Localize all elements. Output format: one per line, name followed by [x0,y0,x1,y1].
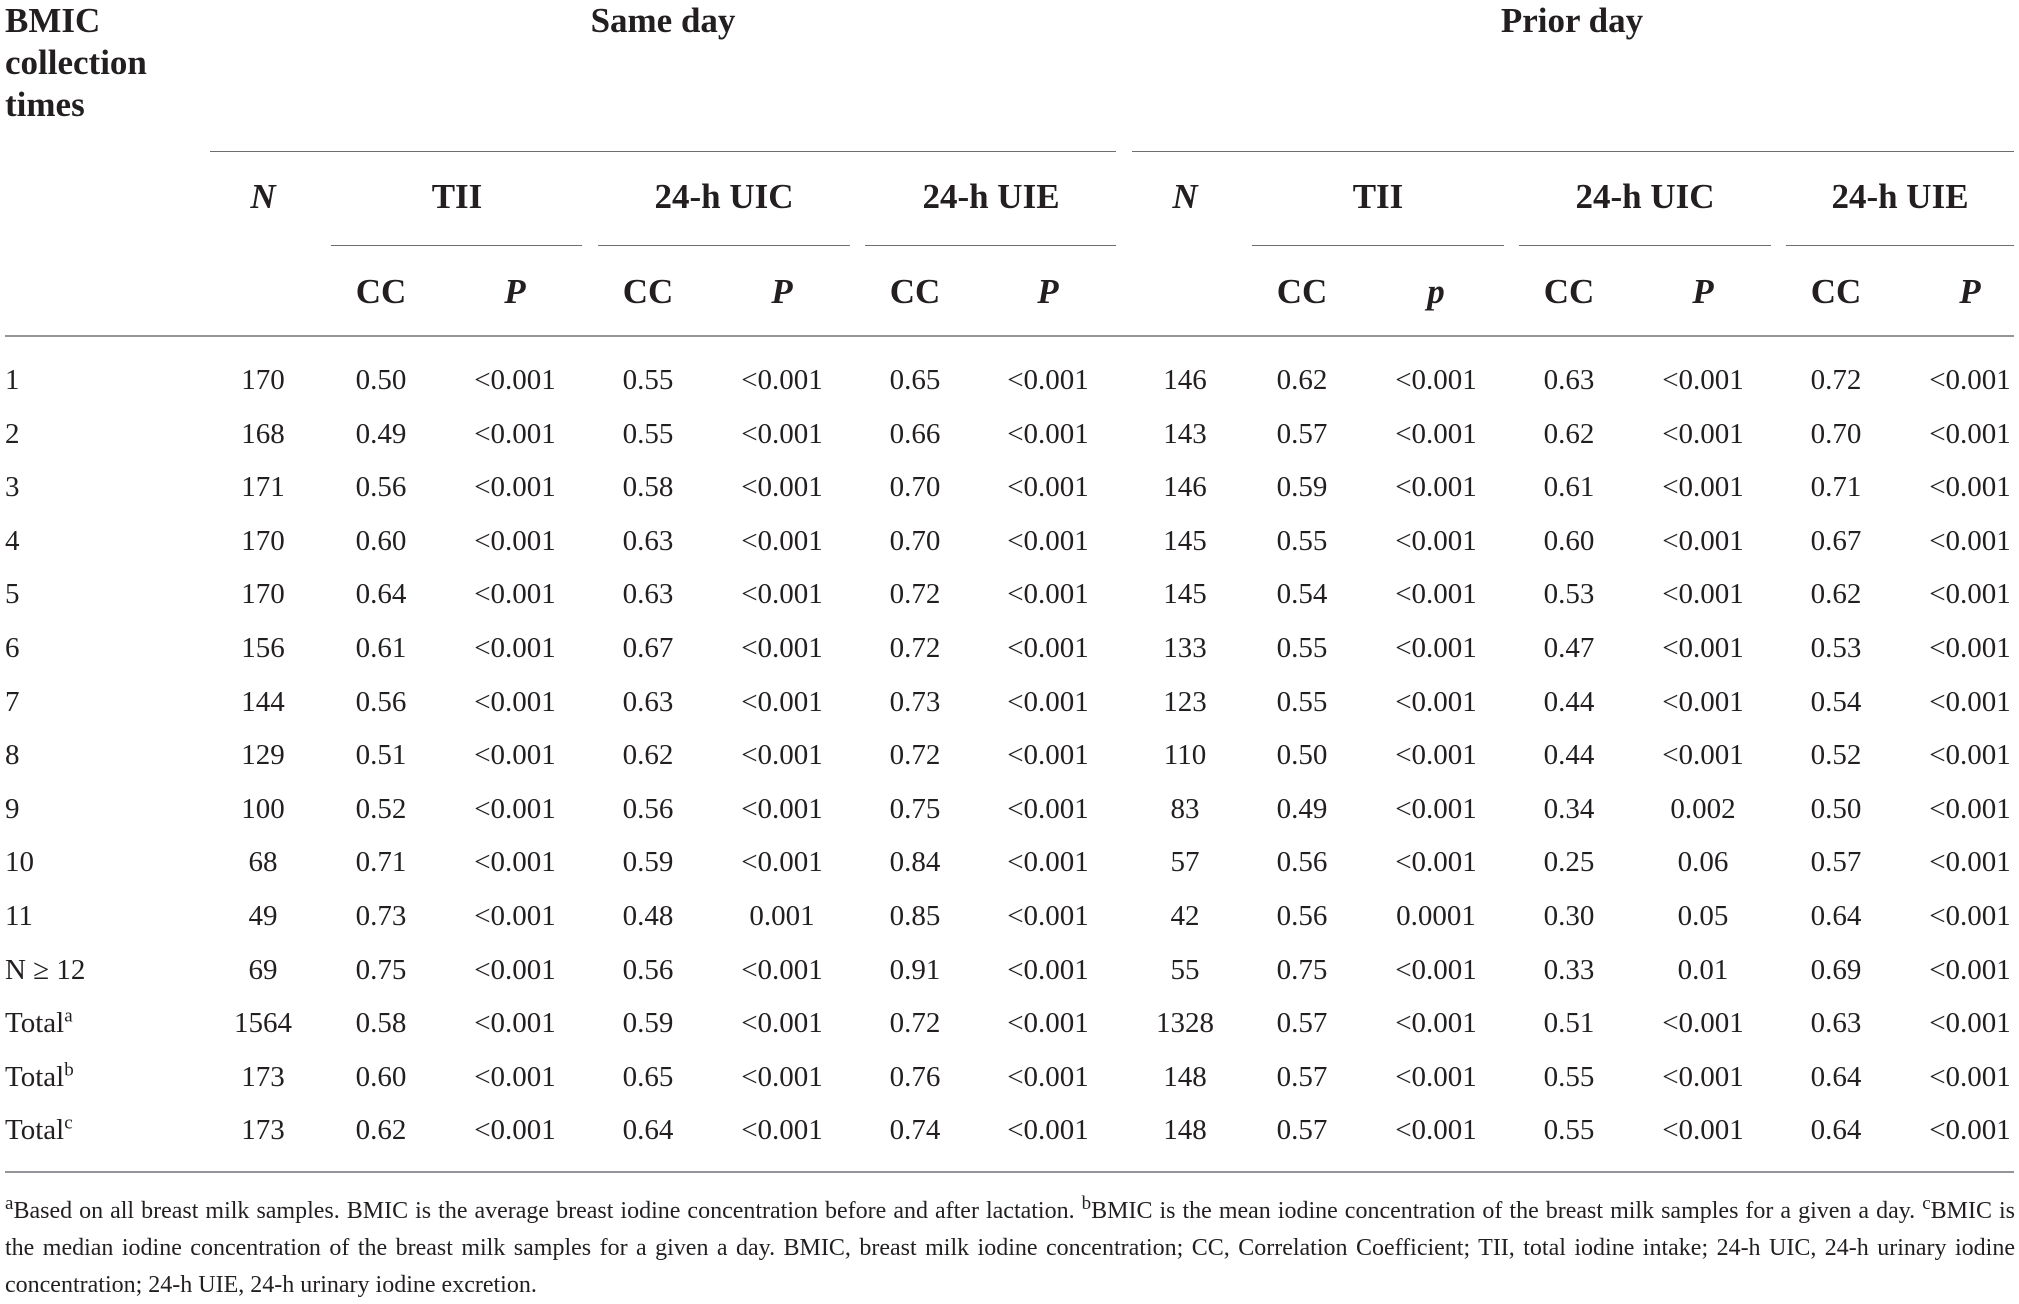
table-cell: 168 [241,418,285,450]
group-header-same-day: Same day [590,1,736,40]
table-cell: <0.001 [474,900,556,932]
table-cell: 148 [1163,1061,1207,1093]
table-cell: 0.72 [889,632,941,664]
uie-rule-prior [1786,245,2014,246]
table-cell: 68 [248,846,278,878]
table-cell: <0.001 [1395,525,1477,557]
table-cell: 0.53 [1543,578,1595,610]
table-cell: 0.44 [1543,686,1595,718]
table-cell: 0.59 [622,1007,674,1039]
table-cell: <0.001 [741,632,823,664]
row-label-text: Total [5,1114,65,1146]
table-cell: 0.64 [622,1114,674,1146]
table-cell: 0.75 [1276,954,1328,986]
table-cell: <0.001 [1007,686,1089,718]
table-cell: 0.55 [1276,686,1328,718]
table-cell: <0.001 [1007,632,1089,664]
table-cell: 0.85 [889,900,941,932]
table-cell: 171 [241,471,285,503]
table-cell: 156 [241,632,285,664]
table-cell: <0.001 [1929,1007,2011,1039]
table-cell: 0.60 [355,525,407,557]
table-cell: 0.57 [1276,1114,1328,1146]
stat-header-prior-cc-2: CC [1810,272,1862,311]
stat-header-prior-p-1: P [1692,272,1714,311]
row-label [5,630,20,666]
row-label [5,952,85,988]
table-cell: 42 [1170,900,1200,932]
row-label-text: 9 [5,793,20,825]
table-cell: <0.001 [1662,1114,1744,1146]
table-cell: <0.001 [474,471,556,503]
table-cell: 0.57 [1276,418,1328,450]
table-cell: 0.62 [1276,364,1328,396]
table-cell: 0.74 [889,1114,941,1146]
table-cell: 0.49 [355,418,407,450]
table-cell: 0.63 [622,525,674,557]
table-cell: 0.30 [1543,900,1595,932]
table-cell: <0.001 [1662,578,1744,610]
table-cell: 55 [1170,954,1200,986]
header-bottom-rule [5,335,2014,337]
table-cell: <0.001 [474,686,556,718]
table-cell: <0.001 [1662,418,1744,450]
table-cell: 0.65 [889,364,941,396]
table-cell: 0.58 [622,471,674,503]
row-label [5,684,20,720]
stat-header-same-p-2: P [1037,272,1059,311]
prior-day-uie-header: 24-h UIE [1831,177,1969,216]
table-cell: 0.25 [1543,846,1595,878]
table-cell: 0.55 [622,364,674,396]
table-cell: 0.71 [355,846,407,878]
table-cell: 0.64 [1810,1114,1862,1146]
table-cell: 148 [1163,1114,1207,1146]
same-day-rule [210,151,1116,152]
table-cell: <0.001 [474,418,556,450]
table-cell: 0.63 [1810,1007,1862,1039]
row-label-text: N ≥ 12 [5,954,86,986]
table-cell: <0.001 [1395,954,1477,986]
table-cell: 133 [1163,632,1207,664]
table-cell: 0.55 [1543,1061,1595,1093]
table-cell: <0.001 [1007,954,1089,986]
table-cell: 0.62 [1810,578,1862,610]
table-cell: <0.001 [741,739,823,771]
table-cell: <0.001 [741,1114,823,1146]
table-cell: 0.70 [1810,418,1862,450]
row-label-text: 5 [5,578,20,610]
table-cell: <0.001 [1007,1114,1089,1146]
table-cell: 0.72 [889,578,941,610]
table-cell: <0.001 [474,954,556,986]
row-label-text: 2 [5,418,20,450]
table-cell: <0.001 [1662,1007,1744,1039]
table-cell: <0.001 [1395,418,1477,450]
table-cell: 0.54 [1276,578,1328,610]
table-cell: <0.001 [1395,364,1477,396]
row-label-text: 8 [5,739,20,771]
table-cell: <0.001 [474,525,556,557]
table-cell: 123 [1163,686,1207,718]
table-cell: <0.001 [1395,739,1477,771]
row-label-superscript: c [64,1112,73,1134]
table-cell: <0.001 [1929,954,2011,986]
stat-header-prior-p-0: p [1427,272,1445,311]
table-cell: <0.001 [1395,471,1477,503]
table-cell: 0.63 [622,578,674,610]
footnote-b-text: BMIC is the mean iodine concentration of the breast milk samples for a given a day. [1091,1198,1923,1224]
row-label-text: Total [5,1007,65,1039]
table-cell: 100 [241,793,285,825]
table-cell: <0.001 [1007,418,1089,450]
table-cell: 0.72 [889,739,941,771]
table-cell: 0.72 [889,1007,941,1039]
table-cell: <0.001 [741,1061,823,1093]
table-cell: <0.001 [1929,686,2011,718]
table-cell: 0.61 [1543,471,1595,503]
table-cell: <0.001 [741,793,823,825]
table-cell: <0.001 [1007,525,1089,557]
table-cell: 0.56 [355,471,407,503]
table-cell: 0.50 [1276,739,1328,771]
table-cell: <0.001 [741,471,823,503]
table-cell: 0.49 [1276,793,1328,825]
table-cell: <0.001 [1395,632,1477,664]
table-cell: <0.001 [474,578,556,610]
table-cell: 69 [248,954,278,986]
table-cell: 0.60 [355,1061,407,1093]
table-cell: 0.55 [1543,1114,1595,1146]
table-cell: 0.75 [355,954,407,986]
table-cell: 1328 [1156,1007,1214,1039]
table-cell: 0.52 [355,793,407,825]
table-cell: <0.001 [1662,364,1744,396]
table-cell: 0.57 [1276,1061,1328,1093]
table-cell: 0.55 [622,418,674,450]
table-cell: 146 [1163,471,1207,503]
tii-rule-prior [1252,245,1504,246]
table-cell: <0.001 [1007,739,1089,771]
row-label [5,416,20,452]
table-cell: 170 [241,525,285,557]
table-cell: <0.001 [1662,739,1744,771]
row-label [5,1059,74,1095]
table-cell: <0.001 [1007,471,1089,503]
stat-header-prior-p-2: P [1959,272,1981,311]
table-cell: <0.001 [741,364,823,396]
table-cell: 0.84 [889,846,941,878]
table-cell: <0.001 [1929,418,2011,450]
table-cell: <0.001 [741,686,823,718]
footnote-a-text: Based on all breast milk samples. BMIC is the average breast iodine concentration before and after lactation. [13,1198,1082,1224]
table-cell: 0.57 [1276,1007,1328,1039]
prior-day-rule [1132,151,2014,152]
table-cell: <0.001 [741,954,823,986]
table-cell: 0.53 [1810,632,1862,664]
table-cell: 129 [241,739,285,771]
footnote-c-marker: c [1922,1193,1931,1214]
table-cell: 0.73 [889,686,941,718]
table-cell: <0.001 [1662,1061,1744,1093]
table-cell: <0.001 [1007,364,1089,396]
table-cell: <0.001 [1007,578,1089,610]
table-cell: <0.001 [474,846,556,878]
table-cell: 83 [1170,793,1200,825]
table-cell: 0.64 [1810,1061,1862,1093]
table-cell: <0.001 [1929,632,2011,664]
table-cell: <0.001 [741,578,823,610]
table-cell: <0.001 [741,846,823,878]
table-cell: <0.001 [474,632,556,664]
table-cell: <0.001 [1007,846,1089,878]
table-cell: 0.51 [1543,1007,1595,1039]
row-label [5,362,20,398]
table-cell: 170 [241,578,285,610]
table-cell: 57 [1170,846,1200,878]
table-cell: 144 [241,686,285,718]
row-label-superscript: b [64,1059,74,1081]
table-cell: 0.72 [1810,364,1862,396]
row-label [5,576,20,612]
row-label-text: Total [5,1061,65,1093]
table-cell: <0.001 [1929,900,2011,932]
table-cell: 0.0001 [1396,900,1476,932]
table-cell: <0.001 [474,1007,556,1039]
table-cell: <0.001 [1395,793,1477,825]
stat-header-prior-cc-1: CC [1543,272,1595,311]
stat-header-same-cc-2: CC [889,272,941,311]
table-cell: <0.001 [1662,471,1744,503]
table-cell: <0.001 [1929,846,2011,878]
row-label [5,1005,73,1041]
table-cell: <0.001 [474,364,556,396]
row-label-text: 11 [5,900,33,932]
table-cell: 0.59 [622,846,674,878]
table-cell: 0.64 [1810,900,1862,932]
row-label [5,737,20,773]
table-cell: 0.56 [1276,846,1328,878]
table-cell: <0.001 [474,1061,556,1093]
table-cell: 1564 [234,1007,292,1039]
table-cell: 0.06 [1677,846,1729,878]
table-cell: <0.001 [1929,525,2011,557]
row-label [5,1112,73,1148]
table-cell: 0.66 [889,418,941,450]
uic-rule-prior [1519,245,1771,246]
table-cell: 0.33 [1543,954,1595,986]
table-cell: <0.001 [1395,686,1477,718]
table-cell: <0.001 [1929,793,2011,825]
table-cell: <0.001 [1007,1061,1089,1093]
stat-header-prior-cc-0: CC [1276,272,1328,311]
table-cell: 0.05 [1677,900,1729,932]
table-cell: 0.56 [355,686,407,718]
table-cell: <0.001 [741,418,823,450]
table-cell: 0.59 [1276,471,1328,503]
table-cell: 173 [241,1114,285,1146]
row-label [5,469,20,505]
uie-rule-same [865,245,1116,246]
row-label-text: 10 [5,846,34,878]
same-day-uic-header: 24-h UIC [654,177,794,216]
table-cell: 0.71 [1810,471,1862,503]
table-cell: 0.54 [1810,686,1862,718]
table-cell: <0.001 [474,1114,556,1146]
stat-header-same-cc-1: CC [622,272,674,311]
uic-rule-same [598,245,850,246]
table-cell: 0.75 [889,793,941,825]
footnote-a-marker: a [5,1193,14,1214]
stat-header-same-p-1: P [771,272,793,311]
prior-day-tii-header: TII [1352,177,1404,216]
row-label [5,898,33,934]
table-cell: 0.55 [1276,632,1328,664]
table-cell: <0.001 [1929,1114,2011,1146]
same-day-n-header: N [250,177,276,216]
table-cell: 0.60 [1543,525,1595,557]
table-bottom-rule [5,1171,2014,1173]
table-cell: 0.64 [355,578,407,610]
table-cell: 0.70 [889,471,941,503]
row-label [5,791,20,827]
table-cell: 0.48 [622,900,674,932]
table-cell: <0.001 [1395,1114,1477,1146]
table-cell: 0.67 [1810,525,1862,557]
table-cell: <0.001 [741,1007,823,1039]
table-cell: 0.61 [355,632,407,664]
table-cell: <0.001 [474,793,556,825]
table-cell: <0.001 [1929,739,2011,771]
table-cell: <0.001 [1929,364,2011,396]
row-label-text: 6 [5,632,20,664]
table-cell: 0.001 [749,900,815,932]
table-cell: 0.65 [622,1061,674,1093]
table-cell: 0.91 [889,954,941,986]
table-cell: 0.47 [1543,632,1595,664]
table-cell: <0.001 [1929,1061,2011,1093]
table-cell: <0.001 [1929,578,2011,610]
table-cell: <0.001 [1007,793,1089,825]
table-cell: 143 [1163,418,1207,450]
row-label-header: BMIC collection times [5,1,147,124]
table-cell: 0.51 [355,739,407,771]
table-cell: <0.001 [1929,471,2011,503]
row-label-text: 4 [5,525,20,557]
table-cell: 146 [1163,364,1207,396]
table-cell: 0.67 [622,632,674,664]
table-cell: 0.69 [1810,954,1862,986]
prior-day-uic-header: 24-h UIC [1575,177,1715,216]
table-cell: <0.001 [1007,900,1089,932]
table-cell: 110 [1163,739,1207,771]
table-cell: 0.50 [355,364,407,396]
table-cell: <0.001 [1395,578,1477,610]
table-cell: 145 [1163,578,1207,610]
table-cell: 0.76 [889,1061,941,1093]
table-cell: 0.56 [622,793,674,825]
table-cell: 49 [248,900,278,932]
table-cell: <0.001 [1395,1007,1477,1039]
table-cell: 173 [241,1061,285,1093]
stat-header-same-cc-0: CC [355,272,407,311]
table-cell: 0.62 [622,739,674,771]
row-label-text: 3 [5,471,20,503]
table-cell: 145 [1163,525,1207,557]
table-cell: 0.50 [1810,793,1862,825]
table-footnote [5,1193,2015,1304]
footnote-b-marker: b [1081,1193,1092,1214]
same-day-uie-header: 24-h UIE [922,177,1060,216]
table-cell: <0.001 [741,525,823,557]
stat-header-same-p-0: P [504,272,526,311]
table-cell: <0.001 [1007,1007,1089,1039]
table-cell: 0.63 [1543,364,1595,396]
table-cell: 0.01 [1677,954,1729,986]
same-day-tii-header: TII [431,177,483,216]
table-cell: <0.001 [1662,632,1744,664]
row-label-superscript: a [64,1005,73,1027]
tii-rule-same [331,245,582,246]
table-cell: 0.55 [1276,525,1328,557]
table-cell: 0.56 [622,954,674,986]
table-cell: 0.63 [622,686,674,718]
prior-day-n-header: N [1172,177,1198,216]
table-cell: <0.001 [1662,686,1744,718]
table-cell: 0.73 [355,900,407,932]
table-cell: <0.001 [1395,1061,1477,1093]
table-cell: 0.70 [889,525,941,557]
table-cell: 0.58 [355,1007,407,1039]
table-cell: 0.002 [1670,793,1736,825]
table-cell: 0.62 [355,1114,407,1146]
row-label [5,523,20,559]
table-cell: 0.52 [1810,739,1862,771]
table-cell: 0.57 [1810,846,1862,878]
footnote-c-text: BMIC is the median iodine concentration of the breast milk samples for a given a day. BMIC, breast milk iodine concentration; CC, Correlation Coefficient; TII, total iodine intake; 24-h UIC, 24-h urinary iodine concentration; 24-h UIE, 24-h urinary iodine excretion. [5,1198,2015,1298]
row-label-text: 7 [5,686,20,718]
table-cell: 0.56 [1276,900,1328,932]
table-cell: 0.34 [1543,793,1595,825]
group-header-prior-day: Prior day [1500,1,1644,40]
table-cell: 170 [241,364,285,396]
row-label-text: 1 [5,364,20,396]
table-cell: <0.001 [1662,525,1744,557]
table-cell: 0.44 [1543,739,1595,771]
table-cell: 0.62 [1543,418,1595,450]
table-cell: <0.001 [474,739,556,771]
table-cell: <0.001 [1395,846,1477,878]
row-label [5,844,34,880]
